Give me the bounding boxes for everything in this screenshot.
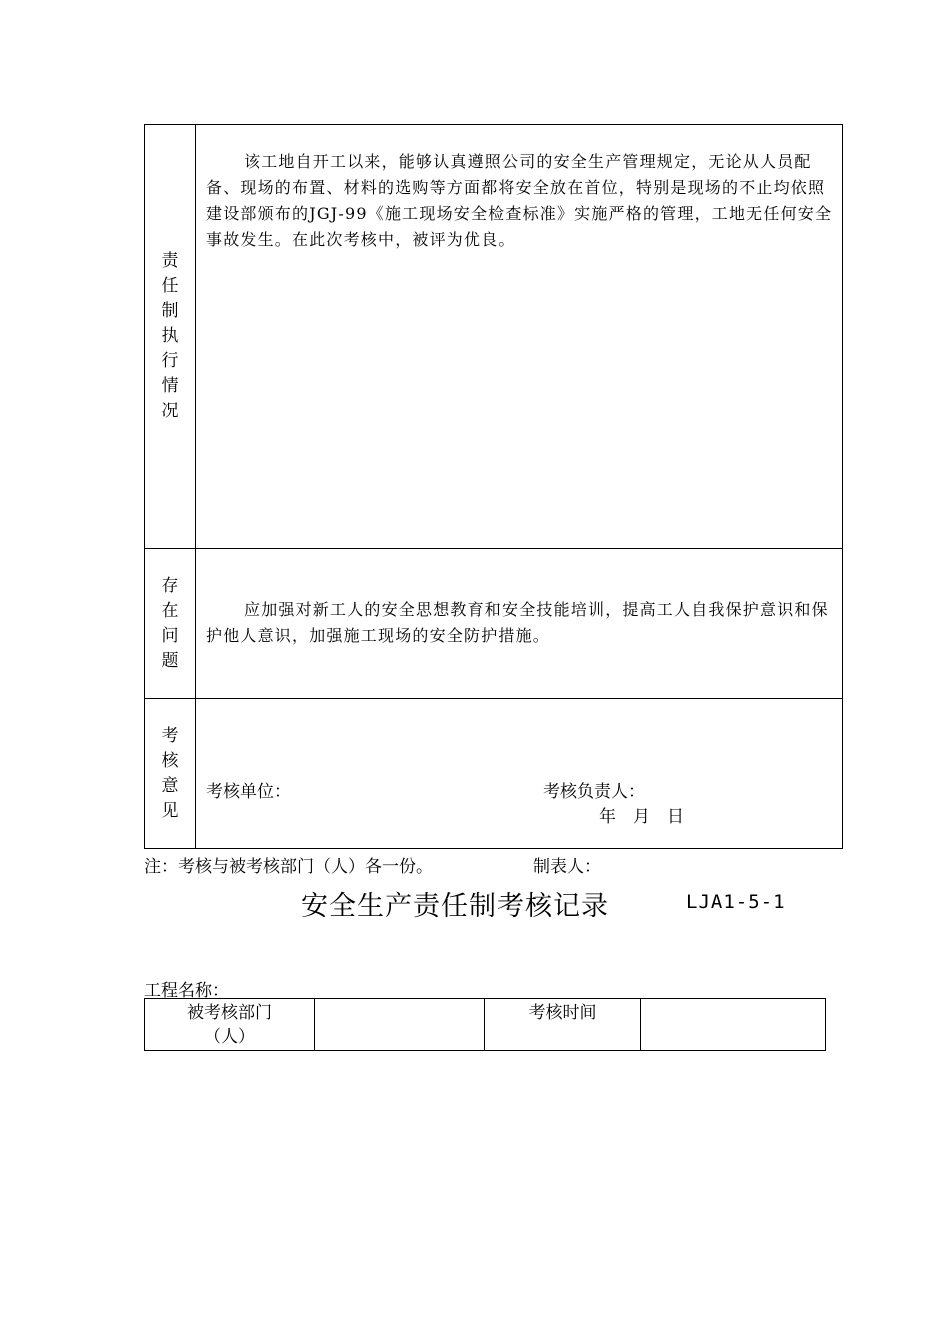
date-label: 年 月 日 xyxy=(599,807,684,827)
time-value-cell[interactable] xyxy=(641,999,826,1051)
dept-label-cell xyxy=(145,999,315,1051)
form-code: LJA1-5-1 xyxy=(686,891,786,913)
maker-label: 制表人： xyxy=(533,857,601,877)
dept-value-cell[interactable] xyxy=(315,999,485,1051)
dept-label: 被考核部门（人） xyxy=(187,1003,272,1047)
problems-text: 应加强对新工人的安全思想教育和安全技能培训，提高工人自我保护意识和保护他人意识，加强施工现场的安全防护措施。 xyxy=(206,600,829,645)
project-name-label: 工程名称： xyxy=(144,981,229,1001)
row-content-cell xyxy=(196,125,843,549)
assessment-person-label: 考核负责人： xyxy=(543,782,645,802)
time-label-cell xyxy=(485,999,641,1051)
assessment-unit-label: 考核单位： xyxy=(206,782,291,802)
page-title: 安全生产责任制考核记录 xyxy=(301,891,609,922)
table-row xyxy=(145,549,843,699)
responsibility-text: 该工地自开工以来，能够认真遵照公司的安全生产管理规定，无论从人员配备、现场的布置、材料的选购等方面都将安全放在首位，特别是现场的不止均依照建设部颁布的JGJ-99《施工现场安全检查标准》实施严格的管理，工地无任何安全事故发生。在此次考核中，被评为优良。 xyxy=(206,152,833,249)
assessment-table xyxy=(144,124,843,849)
opinion-cell xyxy=(196,699,843,849)
row-label-cell xyxy=(145,549,196,699)
info-table xyxy=(144,998,826,1051)
note-text: 注：考核与被考核部门（人）各一份。 xyxy=(144,857,433,877)
row-label-cell xyxy=(145,699,196,849)
table-row xyxy=(145,999,826,1051)
row-label-cell xyxy=(145,125,196,549)
row-content-cell xyxy=(196,549,843,699)
row-label-problems: 存在问题 xyxy=(161,575,179,671)
table-row xyxy=(145,699,843,849)
time-label: 考核时间 xyxy=(528,1003,597,1023)
table-row xyxy=(145,125,843,549)
row-label-opinion: 考核意见 xyxy=(161,725,179,821)
row-label-responsibility: 责任制执行情况 xyxy=(161,251,179,421)
